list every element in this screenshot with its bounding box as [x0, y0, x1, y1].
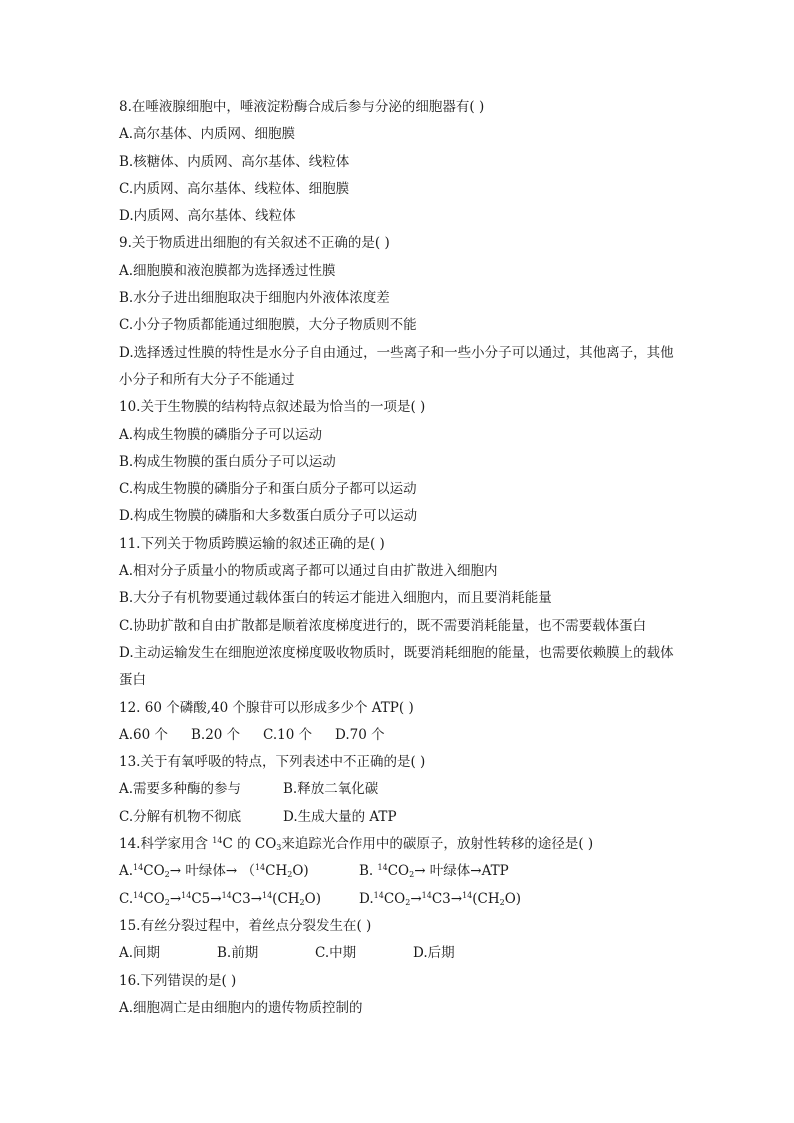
question-10-option-a: A.构成生物膜的磷脂分子可以运动 [119, 426, 323, 443]
question-13-option-d: D.生成大量的 ATP [283, 808, 397, 825]
question-11-option-c: C.协助扩散和自由扩散都是顺着浓度梯度进行的，既不需要消耗能量，也不需要载体蛋白 [119, 617, 647, 634]
question-13-options-row-1 [119, 776, 679, 803]
question-14-option-a: $A.^{14}CO_2\to$ 叶绿体→ $(^{14}CH_2O)$ [119, 863, 309, 880]
question-15-option-c: C.中期 [315, 945, 357, 962]
question-14-option-c: $C.^{14}CO_2\to^{14}C5\to^{14}C3\to^{14}(CH_2O)$ [119, 890, 321, 907]
question-9-option-c: C.小分子物质都能通过细胞膜，大分子物质则不能 [119, 317, 417, 334]
question-12-option-b: B.20 个 [191, 726, 241, 743]
question-9-option-a: A.细胞膜和液泡膜都为选择透过性膜 [119, 262, 336, 279]
question-12-option-a: A.60 个 [119, 726, 169, 743]
question-9-option-d: D.选择透过性膜的特性是水分子自由通过，一些离子和一些小分子可以通过，其他离子，其他小分子和所有大分子不能通过 [119, 344, 674, 388]
question-15-stem: 15.有丝分裂过程中，着丝点分裂发生在( ) [119, 917, 372, 934]
question-16-stem: 16.下列错误的是( ) [119, 972, 237, 989]
question-11-option-b: B.大分子有机物要通过载体蛋白的转运才能进入细胞内，而且要消耗能量 [119, 590, 552, 607]
question-10-option-c: C.构成生物膜的磷脂分子和蛋白质分子都可以运动 [119, 481, 417, 498]
question-15-option-b: B.前期 [217, 945, 259, 962]
question-14-option-d: $D.^{14}CO_2\to^{14}C3\to^{14}(CH_2O)$ [359, 890, 522, 907]
question-8-stem: 8.在唾液腺细胞中，唾液淀粉酶合成后参与分泌的细胞器有( ) [119, 99, 485, 115]
question-14-stem: 14.科学家用含 $^{14}$C 的 $CO_3$来追踪光合作用中的碳原子，放射性转移的途径是( ) [119, 836, 594, 853]
question-9-option-b: B.水分子进出细胞取决于细胞内外液体浓度差 [119, 290, 390, 307]
question-12-options [119, 722, 679, 749]
question-14-options-row-1 [119, 858, 679, 885]
question-10-option-b: B.构成生物膜的蛋白质分子可以运动 [119, 453, 336, 470]
question-8-option-a: A.高尔基体、内质网、细胞膜 [119, 126, 296, 143]
question-list [119, 94, 679, 1022]
question-10-option-d: D.构成生物膜的磷脂和大多数蛋白质分子可以运动 [119, 508, 418, 525]
question-15-option-d: D.后期 [413, 945, 455, 962]
question-11-stem: 11.下列关于物质跨膜运输的叙述正确的是( ) [119, 535, 385, 552]
question-13-options-row-2 [119, 804, 679, 831]
question-9-stem: 9.关于物质进出细胞的有关叙述不正确的是( ) [119, 235, 390, 252]
question-13-option-b: B.释放二氧化碳 [283, 781, 379, 798]
question-13-stem: 13.关于有氧呼吸的特点，下列表述中不正确的是( ) [119, 754, 426, 771]
question-15-options [119, 940, 679, 967]
question-11-option-a: A.相对分子质量小的物质或离子都可以通过自由扩散进入细胞内 [119, 563, 498, 580]
question-16-option-a: A.细胞凋亡是由细胞内的遗传物质控制的 [119, 999, 363, 1016]
question-14-options-row-2 [119, 886, 679, 913]
question-11-option-d: D.主动运输发生在细胞逆浓度梯度吸收物质时，既要消耗细胞的能量，也需要依赖膜上的载体蛋白 [119, 644, 674, 689]
question-12-option-d: D.70 个 [335, 726, 385, 743]
question-10-stem: 10.关于生物膜的结构特点叙述最为恰当的一项是( ) [119, 399, 426, 416]
question-15-option-a: A.间期 [119, 945, 161, 962]
question-12-stem: 12. 60 个磷酸,40 个腺苷可以形成多少个 ATP( ) [119, 699, 414, 716]
question-13-option-c: C.分解有机物不彻底 [119, 808, 242, 825]
question-8-option-b: B.核糖体、内质网、高尔基体、线粒体 [119, 153, 350, 170]
question-13-option-a: A.需要多种酶的参与 [119, 781, 242, 798]
question-8-option-d: D.内质网、高尔基体、线粒体 [119, 208, 296, 225]
question-8-option-c: C.内质网、高尔基体、线粒体、细胞膜 [119, 180, 350, 197]
question-12-option-c: C.10 个 [263, 726, 313, 743]
question-14-option-b: B. $^{14}CO_2\to$ 叶绿体→ATP [359, 863, 509, 880]
